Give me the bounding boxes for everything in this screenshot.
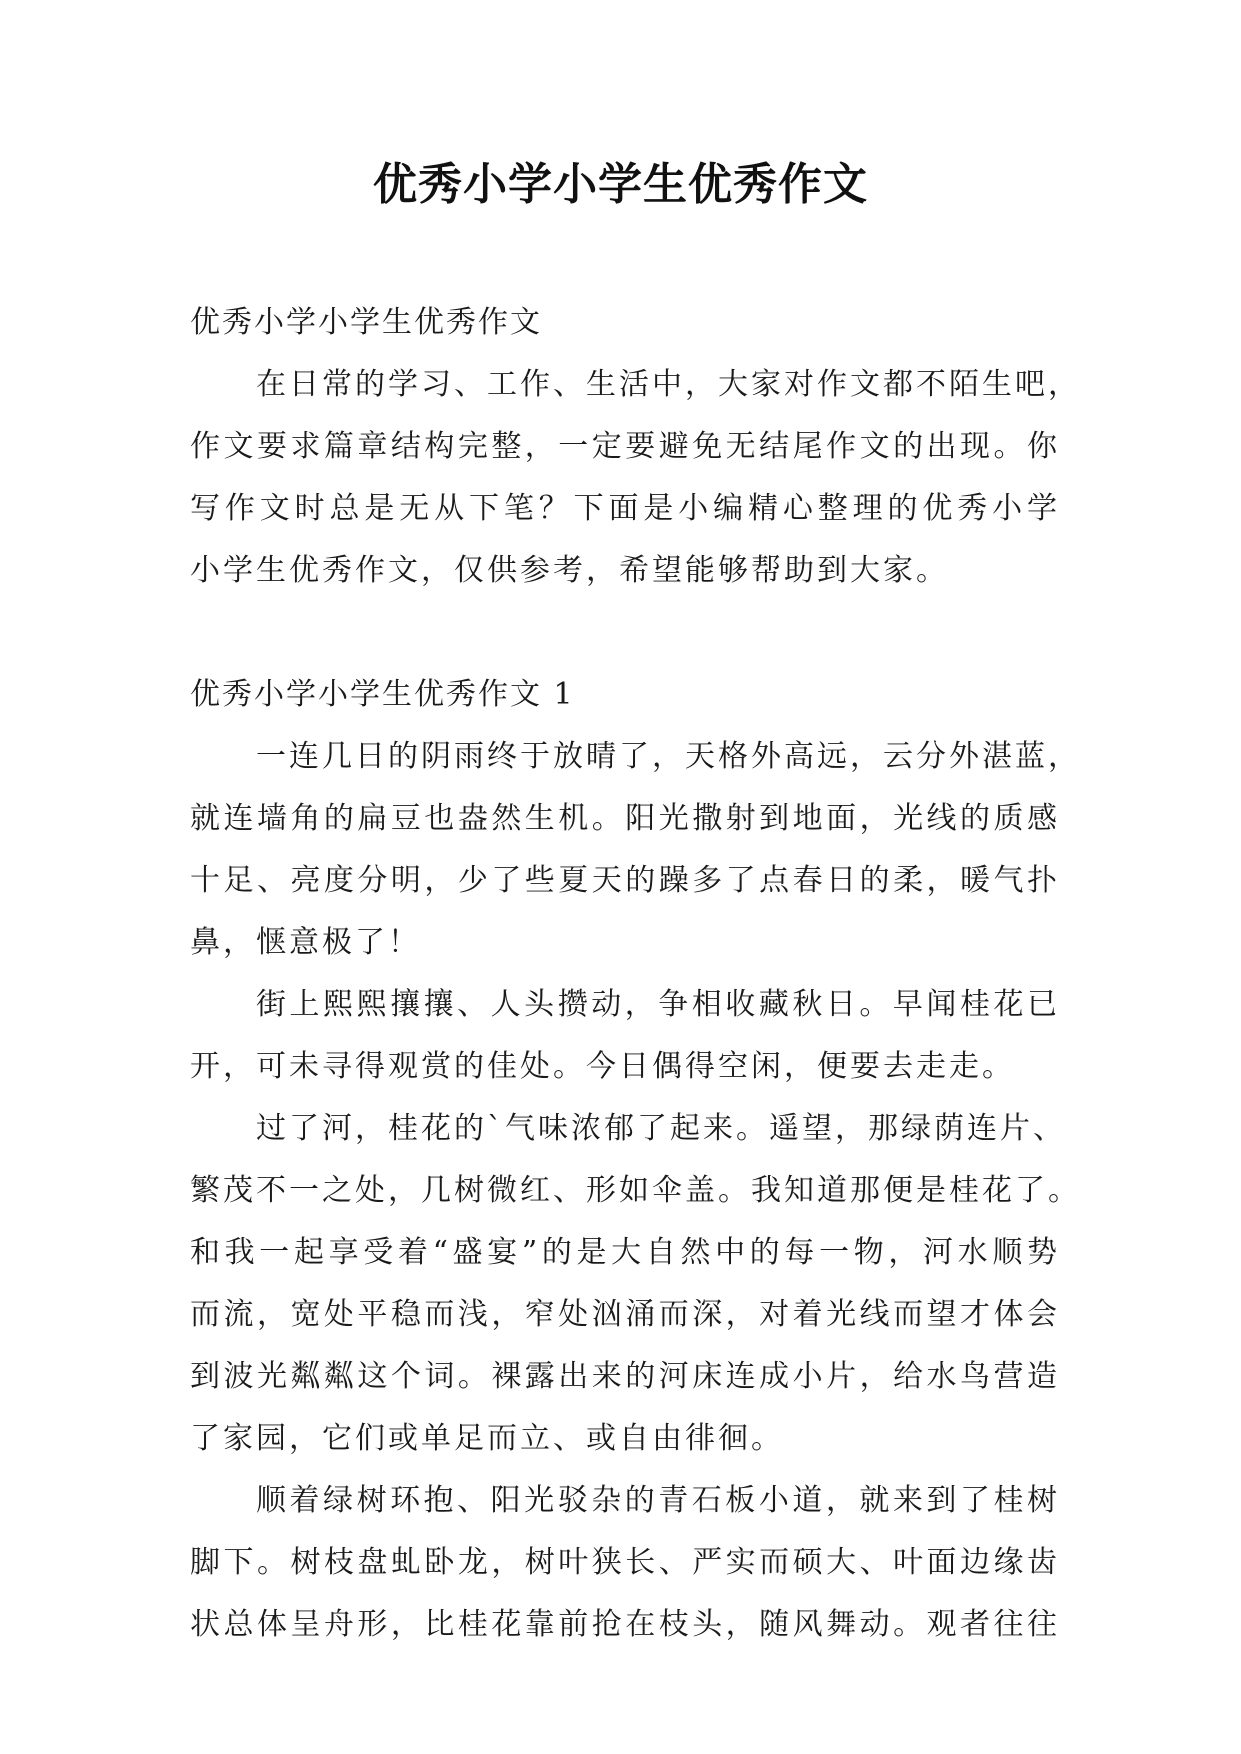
text-line: 开，可未寻得观赏的佳处。今日偶得空闲，便要去走走。 (190, 1049, 1015, 1084)
text-line: 一连几日的阴雨终于放晴了，天格外高远，云分外湛蓝， (256, 739, 1081, 774)
paragraph-gap (190, 602, 1060, 664)
document-body (190, 292, 1081, 1656)
text-line: 街上熙熙攘攘、人头攒动，争相收藏秋日。早闻桂花已 (256, 987, 1060, 1022)
document-title: 优秀小学小学生优秀作文 (373, 159, 868, 210)
section-heading: 优秀小学小学生优秀作文 (190, 305, 542, 340)
text-line: 十足、亮度分明，少了些夏天的躁多了点春日的柔，暖气扑 (190, 863, 1060, 898)
text-line: 到波光粼粼这个词。裸露出来的河床连成小片，给水鸟营造 (190, 1359, 1060, 1394)
text-line: 繁茂不一之处，几树微红、形如伞盖。我知道那便是桂花了。 (190, 1173, 1081, 1208)
intro-paragraph (190, 354, 1081, 602)
text-line: 鼻，惬意极了！ (190, 925, 421, 960)
text-line: 脚下。树枝盘虬卧龙，树叶狭长、严实而硕大、叶面边缘齿 (190, 1545, 1060, 1580)
text-line: 了家园，它们或单足而立、或自由徘徊。 (190, 1421, 784, 1456)
text-line: 在日常的学习、工作、生活中，大家对作文都不陌生吧， (256, 367, 1081, 402)
text-line: 小学生优秀作文，仅供参考，希望能够帮助到大家。 (190, 553, 949, 588)
text-line: 写作文时总是无从下笔？下面是小编精心整理的优秀小学 (190, 491, 1060, 526)
text-line: 状总体呈舟形，比桂花靠前抢在枝头，随风舞动。观者往往 (190, 1607, 1060, 1642)
text-line: 和我一起享受着“盛宴”的是大自然中的每一物，河水顺势 (190, 1235, 1060, 1270)
text-line: 就连墙角的扁豆也盎然生机。阳光撒射到地面，光线的质感 (190, 801, 1060, 836)
paragraph (190, 1098, 1081, 1470)
paragraph (190, 974, 1060, 1098)
text-line: 而流，宽处平稳而浅，窄处汹涌而深，对着光线而望才体会 (190, 1297, 1060, 1332)
paragraph (190, 726, 1081, 974)
text-line: 过了河，桂花的`气味浓郁了起来。遥望，那绿荫连片、 (256, 1111, 1066, 1146)
paragraph (190, 1470, 1060, 1656)
text-line: 顺着绿树环抱、阳光驳杂的青石板小道，就来到了桂树 (256, 1483, 1060, 1518)
text-line: 作文要求篇章结构完整，一定要避免无结尾作文的出现。你 (190, 429, 1060, 464)
section-heading: 优秀小学小学生优秀作文 1 (190, 677, 575, 712)
